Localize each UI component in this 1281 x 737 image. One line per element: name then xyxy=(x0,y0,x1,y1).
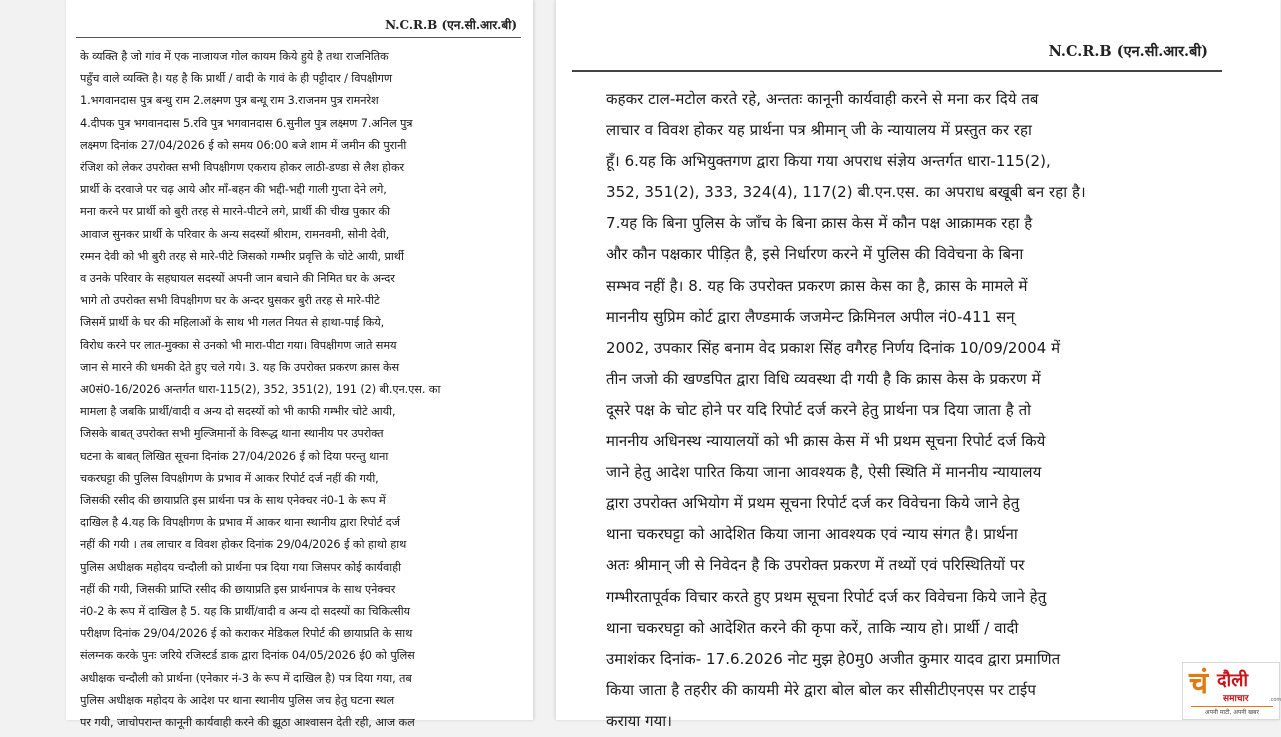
text-line: सम्भव नहीं है। 8. यह कि उपरोक्त प्रकरण क्रास केस का है, क्रास के मामले में xyxy=(606,276,1028,295)
text-line: दूसरे पक्ष के चोट होने पर यदि रिपोर्ट दर्ज करने हेतु प्रार्थना पत्र दिया जाता है तो xyxy=(606,400,1032,419)
text-line: संलग्नक करके पुनः जरिये रजिस्टर्ड डाक द्वारा दिनांक 04/05/2026 ई0 को पुलिस xyxy=(80,649,415,663)
text-line: और कौन पक्षकार पीड़ित है, इसे निर्धारण करने में पुलिस की विवेचना के बिना xyxy=(606,245,1024,264)
logo-dauli: दौली xyxy=(1217,670,1249,691)
text-line: पर गयी, जाचोपरान्त कानूनी कार्यवाही करने की झूठा आश्वासन देती रही, आज कल xyxy=(80,716,415,730)
text-line: पुलिस अधीक्षक महोदय चन्दौली को प्रार्थना पत्र दिया गया जिसपर कोई कार्यवाही xyxy=(80,560,401,574)
header-divider xyxy=(76,37,521,38)
text-line: आवाज सुनकर प्रार्थी के परिवार के अन्य सदस्यों श्रीराम, रामनवमी, सोनी देवी, xyxy=(80,227,390,241)
text-line: घटना के बाबत् लिखित सूचना दिनांक 27/04/2026 ई को दिया परन्तु थाना xyxy=(80,449,389,463)
text-line: कहकर टाल-मटोल करते रहे, अन्ततः कानूनी कार्यवाही करने से मना कर दिये तब xyxy=(606,90,1039,108)
ncrb-header: N.C.R.B (एन.सी.आर.बी) xyxy=(385,18,517,32)
text-line: जान से मारने की धमकी देते हुए चले गये। 3. यह कि उपरोक्त प्रकरण क्रास केस xyxy=(80,360,400,374)
logo-dotcom: .com xyxy=(1269,697,1281,703)
text-line: लक्ष्मण दिनांक 27/04/2026 ई को समय 06:00 बजे शाम में जमीन की पुरानी xyxy=(80,138,407,152)
text-line: नहीं की गयी, जिसकी प्राप्ति रसीद की छायाप्रति इस प्रार्थनापत्र के साथ एनेक्चर xyxy=(80,582,396,596)
text-line: चकरघट्टा की पुलिस विपक्षीगण के प्रभाव में आकर रिपोर्ट दर्ज नहीं की गयी, xyxy=(80,471,379,485)
text-line: व उनके परिवार के सहघायल सदस्यों अपनी जान बचाने की निमित घर के अन्दर xyxy=(80,272,395,286)
logo-samachar: समाचार xyxy=(1223,694,1249,704)
text-line: विरोध करने पर लात-मुक्का से उनको भी मारा-पीटा गया। विपक्षीगण जाते समय xyxy=(80,338,397,352)
text-line: 1.भगवानदास पुत्र बन्धु राम 2.लक्ष्मण पुत्र बन्धू राम 3.राजनम पुत्र रामनरेश xyxy=(80,94,379,108)
text-line: तीन जजो की खण्डपित द्वारा विधि व्यवस्था दी गयी है कि क्रास केस के प्रकरण में xyxy=(606,369,1041,388)
text-line: अ0सं0-16/2026 अन्तर्गत धारा-115(2), 352, 351(2), 191 (2) बी.एन.एस. का xyxy=(80,383,441,397)
text-line: परीक्षण दिनांक 29/04/2026 ई को कराकर मेडिकल रिपोर्ट की छायाप्रति के साथ xyxy=(80,627,413,641)
text-line: माननीय सुप्रिम कोर्ट द्वारा लैण्डमार्क जजमेन्ट क्रिमिनल अपील नं0-411 सन् xyxy=(606,307,1015,326)
text-line: 7.यह कि बिना पुलिस के जाँच के बिना क्रास केस में कौन पक्ष आक्रामक रहा है xyxy=(606,214,1033,233)
text-line: के व्यक्ति है जो गांव में एक नाजायज गोल कायम किये हुये है तथा राजनितिक xyxy=(80,50,389,63)
text-line: 4.दीपक पुत्र भगवानदास 5.रवि पुत्र भगवानदास 6.सुनील पुत्र लक्ष्मण 7.अनिल पुत्र xyxy=(80,116,413,130)
text-line: द्वारा उपरोक्त अभियोग में प्रथम सूचना रिपोर्ट दर्ज कर विवेचना किये जाने हेतु xyxy=(606,494,1020,513)
header-divider xyxy=(572,70,1222,72)
text-line: लाचार व विवश होकर यह प्रार्थना पत्र श्रीमान् जी के न्यायालय में प्रस्तुत कर रहा xyxy=(606,121,1032,140)
text-line: जिसमें प्रार्थी के घर की महिलाओं के साथ भी गलत नियत से हाथा-पाई किये, xyxy=(80,316,385,330)
text-line: पुलिस अधीक्षक महोदय के आदेश पर थाना स्थानीय पुलिस जच हेतु घटना स्थल xyxy=(80,693,395,707)
text-line: प्रार्थी के दरवाजे पर चढ़ आये और माँ-बहन की भद्दी-भद्दी गाली गुप्ता देने लगे, xyxy=(80,183,387,197)
logo-tagline: अपनी माटी, अपनी खबर xyxy=(1191,706,1273,716)
text-line: अधीक्षक चन्दौली को प्रार्थना (एनेकार नं-3 के रूप में दाखिल है) पत्र दिया गया, तब xyxy=(80,671,412,685)
text-line: नहीं की गयी । तब लाचार व विवश होकर दिनांक 29/04/2026 ई को हाथो हाथ xyxy=(80,538,407,552)
text-line: 2002, उपकार सिंह बनाम वेद प्रकाश सिंह वगैरह निर्णय दिनांक 10/09/2004 में xyxy=(606,338,1061,357)
text-line: पहुँच वाले व्यक्ति है। यह है कि प्रार्थी / वादी के गावं के ही पट्टीदार / विपक्षीगण xyxy=(80,72,392,86)
chandauli-samachar-logo xyxy=(1182,662,1280,720)
text-line: भागे तो उपरोक्त सभी विपक्षीगण घर के अन्दर घुसकर बुरी तरह से मारे-पीटे xyxy=(80,294,380,308)
text-line: दाखिल है 4.यह कि विपक्षीगण के प्रभाव में आकर थाना स्थानीय द्वारा रिपोर्ट दर्ज xyxy=(80,516,400,530)
text-line: जिसकी रसीद की छायाप्रति इस प्रार्थना पत्र के साथ एनेक्चर नं0-1 के रूप में xyxy=(80,494,386,508)
text-line: जाने हेतु आदेश पारित किया जाना आवश्यक है, ऐसी स्थिति में माननीय न्यायालय xyxy=(606,463,1042,482)
text-line: थाना चकरघट्टा को आदेशित किया जाना आवश्यक एवं न्याय संगत है। प्रार्थना xyxy=(606,525,1018,544)
left-document-page xyxy=(66,0,533,730)
document-body-text xyxy=(606,84,1226,737)
text-line: माननीय अधिनस्थ न्यायालयों को भी क्रास केस में भी प्रथम सूचना रिपोर्ट दर्ज किये xyxy=(606,432,1046,451)
text-line: नं0-2 के रूप में दाखिल है 5. यह कि प्रार्थी/वादी व अन्य दो सदस्यों का चिकित्सीय xyxy=(80,605,411,619)
text-line: 352, 351(2), 333, 324(4), 117(2) बी.एन.एस. का अपराध बखूबी बन रहा है। xyxy=(606,183,1086,202)
text-line: थाना चकरघट्टा को आदेशित करने की कृपा करें, ताकि न्याय हो। प्रार्थी / वादी xyxy=(606,618,1019,637)
text-line: मना करने पर प्रार्थी को बुरी तरह से मारने-पीटने लगे, प्रार्थी की चीख पुकार की xyxy=(80,205,390,219)
logo-cha: चं xyxy=(1189,666,1209,701)
ncrb-header: N.C.R.B (एन.सी.आर.बी) xyxy=(1048,43,1208,60)
text-line: जिसके बाबत् उपरोक्त सभी मुल्जिमानों के विरूद्ध थाना स्थानीय पर उपरोक्त xyxy=(80,427,384,441)
text-line: अतः श्रीमान् जी से निवेदन है कि उपरोक्त प्रकरण में तथ्यों एवं परिस्थितियों पर xyxy=(606,556,1025,575)
text-line: किया जाता है तहरीर की कायमी मेरे द्वारा बोल बोल कर सीसीटीएनएस पर टाईप xyxy=(606,680,1036,699)
text-line: मामला है जबकि प्रार्थी/वादी व अन्य दो सदस्यों को भी काफी गम्भीर चोटे आयी, xyxy=(80,405,396,419)
text-line: हूँ। 6.यह कि अभियुक्तगण द्वारा किया गया अपराध संज्ञेय अन्तर्गत धारा-115(2), xyxy=(606,152,1051,171)
text-line: उमाशंकर दिनांक- 17.6.2026 नोट मुझ हे0मु0 अजीत कुमार यादव द्वारा प्रमाणित xyxy=(606,649,1061,668)
text-line: कराया गया। xyxy=(606,711,672,730)
text-line: रंजिश को लेकर उपरोक्त सभी विपक्षीगण एकराय होकर लाठी-डण्डा से लैश होकर xyxy=(80,161,405,175)
document-body-text xyxy=(80,46,520,734)
text-line: गम्भीरतापूर्वक विचार करते हुए प्रथम सूचना रिपोर्ट दर्ज कर विवेचना किये जाने हेतु xyxy=(606,587,1047,606)
text-line: रम्मन देवी को भी बुरी तरह से मारे-पीटे जिसको गम्भीर प्रवृत्ति के चोटे आयी, प्रार्थी xyxy=(80,249,404,263)
right-document-page xyxy=(556,0,1280,730)
